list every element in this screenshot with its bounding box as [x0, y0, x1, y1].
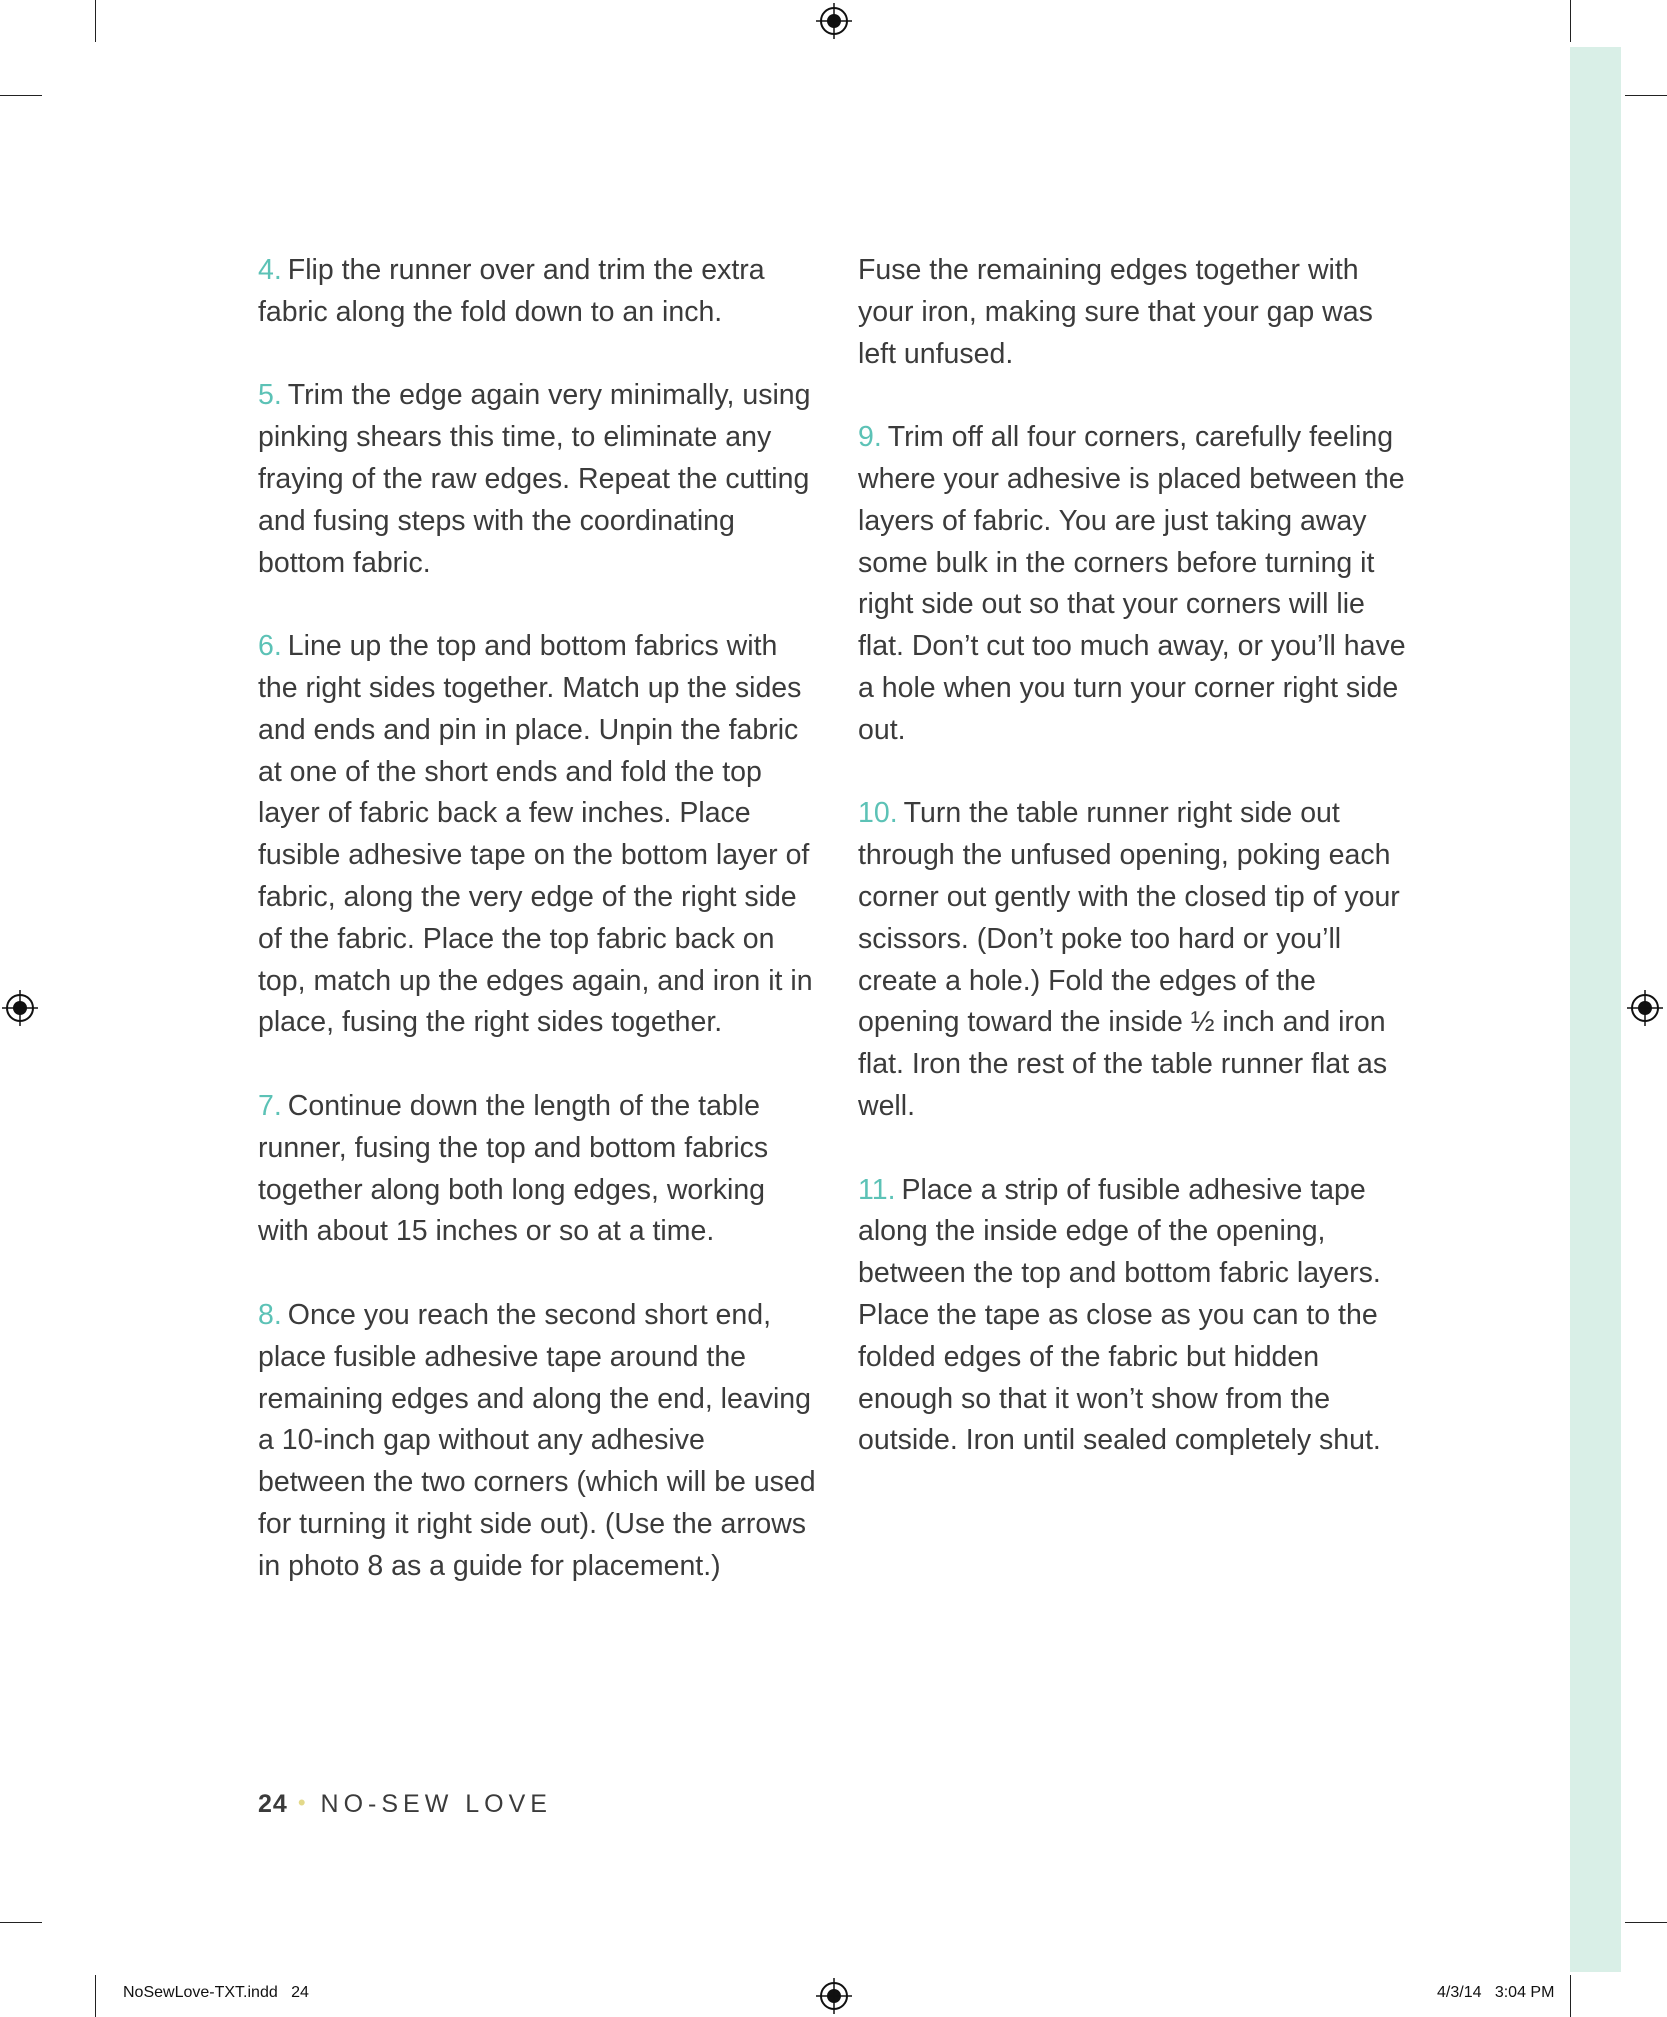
page-number: 24	[258, 1790, 288, 1818]
step-11	[858, 1170, 1418, 1463]
step-9	[858, 417, 1418, 751]
footer-separator: •	[297, 1790, 311, 1815]
left-text-column	[258, 250, 818, 1629]
registration-mark-icon	[2, 990, 38, 1026]
book-title: NO-SEW LOVE	[320, 1790, 552, 1818]
step-text: Flip the runner over and trim the extra fabric along the fold down to an inch.	[258, 254, 765, 328]
step-text: Place a strip of fusible adhesive tape along the inside edge of the opening, between the top and bottom fabric layers. Place the tape as close as you can to the folded edges of the fabric but hidden enough so that it won’t show from the outside. Iron until sealed completely shut.	[858, 1173, 1381, 1457]
crop-mark	[1570, 1975, 1571, 2017]
crop-mark	[95, 1975, 96, 2017]
crop-mark	[95, 0, 96, 42]
registration-mark-icon	[816, 3, 852, 39]
step-text: Continue down the length of the table runner, fusing the top and bottom fabrics together along both long edges, working with about 15 inches or so at a time.	[258, 1089, 769, 1248]
step-4	[258, 250, 818, 334]
slug-date: 4/3/14 3:04 PM	[1437, 1984, 1555, 2001]
step-text: Line up the top and bottom fabrics with the right sides together. Match up the sides and ends and pin in place. Unpin the fabric at one of the short ends and fold the top layer of fabric back a few inches. Place fusible adhesive tape on the bottom layer of fabric, along the very edge of the right side of the fabric. Place the top fabric back on top, match up the edges again, and iron it in place, fusing the right sides together.	[258, 630, 813, 1039]
step-7	[258, 1086, 818, 1253]
crop-mark	[1625, 95, 1667, 96]
step-number: 10.	[858, 797, 898, 830]
registration-mark-icon	[1627, 990, 1663, 1026]
slug-filename: NoSewLove-TXT.indd 24	[123, 1984, 309, 2001]
step-number: 8.	[258, 1298, 282, 1331]
step-number: 7.	[258, 1089, 282, 1122]
registration-mark-icon	[816, 1978, 852, 2014]
step-number: 4.	[258, 254, 282, 286]
step-10	[858, 793, 1418, 1127]
crop-mark	[1625, 1922, 1667, 1923]
step-8	[258, 1295, 818, 1588]
step-text: Once you reach the second short end, place fusible adhesive tape around the remaining edges and along the end, leaving a 10-inch gap without any adhesive between the two corners (which will be used for turning it right side out). (Use the arrows in photo 8 as a guide for placement.)	[258, 1298, 816, 1582]
crop-mark	[1570, 0, 1571, 42]
crop-mark	[0, 1922, 42, 1923]
step-number: 9.	[858, 421, 882, 454]
step-text: Turn the table runner right side out through the unfused opening, poking each corner out gently with the closed tip of your scissors. (Don’t poke too hard or you’ll create a hole.) Fold the edges of the opening toward the inside ½ inch and iron flat. Iron the rest of the table runner flat as well.	[858, 797, 1400, 1122]
crop-mark	[0, 95, 42, 96]
step-number: 5.	[258, 379, 282, 412]
step-number: 11.	[858, 1173, 896, 1206]
page-footer	[258, 1790, 552, 1819]
step-number: 6.	[258, 630, 282, 663]
step-text: Trim the edge again very minimally, using pinking shears this time, to eliminate any fraying of the raw edges. Repeat the cutting and fusing steps with the coordinating bottom fabric.	[258, 379, 811, 579]
step-8-continuation: Fuse the remaining edges together with your iron, making sure that your gap was left unfused.	[858, 254, 1373, 370]
mint-side-bar	[1570, 47, 1621, 1972]
step-6	[258, 626, 818, 1044]
step-5	[258, 375, 818, 584]
step-text: Trim off all four corners, carefully feeling where your adhesive is placed between the layers of fabric. You are just taking away some bulk in the corners before turning it right side out so that your corners will lie flat. Don’t cut too much away, or you’ll have a hole when you turn your corner right side out.	[858, 421, 1406, 746]
right-text-column	[858, 250, 1418, 1504]
